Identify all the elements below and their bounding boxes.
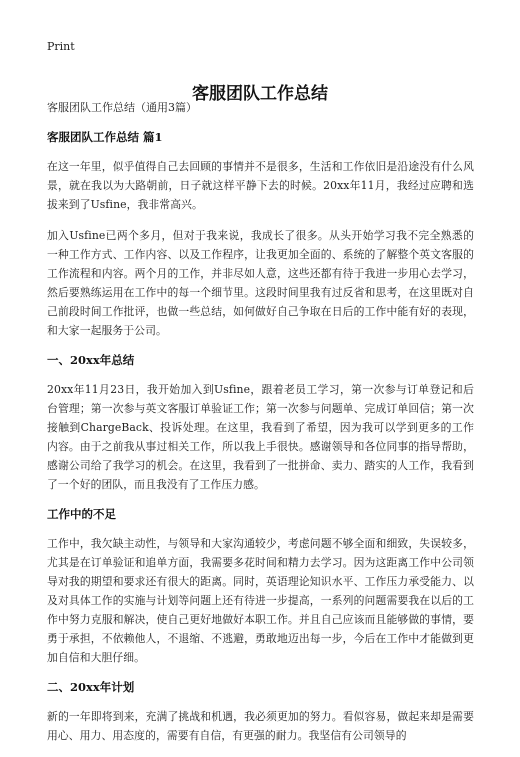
page-title: 客服团队工作总结: [192, 84, 328, 105]
paragraph-summary: 20xx年11月23日，我开始加入到Usfine，跟着老员工学习，第一次参与订单登记和后台管理；第一次参与英文客服订单验证工作；第一次参与问题单、完成订单回信；第一次接触到ChargeBack、投诉处理。在这里，我看到了希望，因为我可以学到更多的工作内容。由于之前我从事过相关工作，所以我上手很快。感谢领导和各位同事的指导帮助，感谢公司给了我学习的机会。在这里，我看到了一批拼命、卖力、踏实的人工作，我看到了一个好的团队，而且我没有了工作压力感。: [47, 383, 474, 491]
section-heading-shortcomings: 工作中的不足: [47, 507, 116, 521]
section-heading-1: 客服团队工作总结 篇1: [47, 130, 163, 144]
section-heading-summary: 一、20xx年总结: [47, 353, 135, 367]
document-subtitle: 客服团队工作总结（通用3篇）: [47, 101, 197, 114]
paragraph-2: 加入Usfine已两个多月，但对于我来说，我成长了很多。从头开始学习我不完全熟悉的一种工作方式、工作内容、以及工作程序，让我更加全面的、系统的了解整个英文客服的工作流程和内容。两个月的工作，并非尽如人意，这些还都有待于我进一步用心去学习，然后要熟练运用在工作中的每一个细节里。这段时间里我有过反省和思考，在这里既对自己前段时间工作批评，也做一些总结，如何做好自己争取在日后的工作中能有好的表现，和大家一起服务于公司。: [47, 229, 474, 337]
section-heading-plan: 二、20xx年计划: [47, 680, 135, 694]
print-link[interactable]: Print: [47, 40, 75, 53]
document-body: [47, 99, 474, 757]
paragraph-plan: 新的一年即将到来，充满了挑战和机遇，我必须更加的努力。看似容易，做起来却是需要用心、用力、用态度的，需要有自信，有更强的耐力。我坚信有公司领导的: [47, 710, 474, 742]
paragraph-shortcomings: 工作中，我欠缺主动性，与领导和大家沟通较少，考虑问题不够全面和细致，失误较多，尤其是在订单验证和追单方面，我需要多花时间和精力去学习。因为这距离工作中公司领导对我的期望和要求还有很大的距离。同时，英语理论知识水平、工作压力承受能力、以及对具体工作的实施与计划等问题上还有待进一步提高，一系列的问题需要我在以后的工作中努力克服和解决，使自己更好地做好本职工作。并且自己应该而且能够做的事情，要勇于承担，不依赖他人，不退缩、不逃避，勇敢地迈出每一步，今后在工作中才能做到更加自信和大胆仔细。: [47, 537, 474, 664]
paragraph-1: 在这一年里，似乎值得自己去回顾的事情并不是很多，生活和工作依旧是沿途没有什么风景，就在我以为大路朝前，日子就这样平静下去的时候。20xx年11月，我经过应聘和选拔来到了Usfine，我非常高兴。: [47, 160, 474, 211]
